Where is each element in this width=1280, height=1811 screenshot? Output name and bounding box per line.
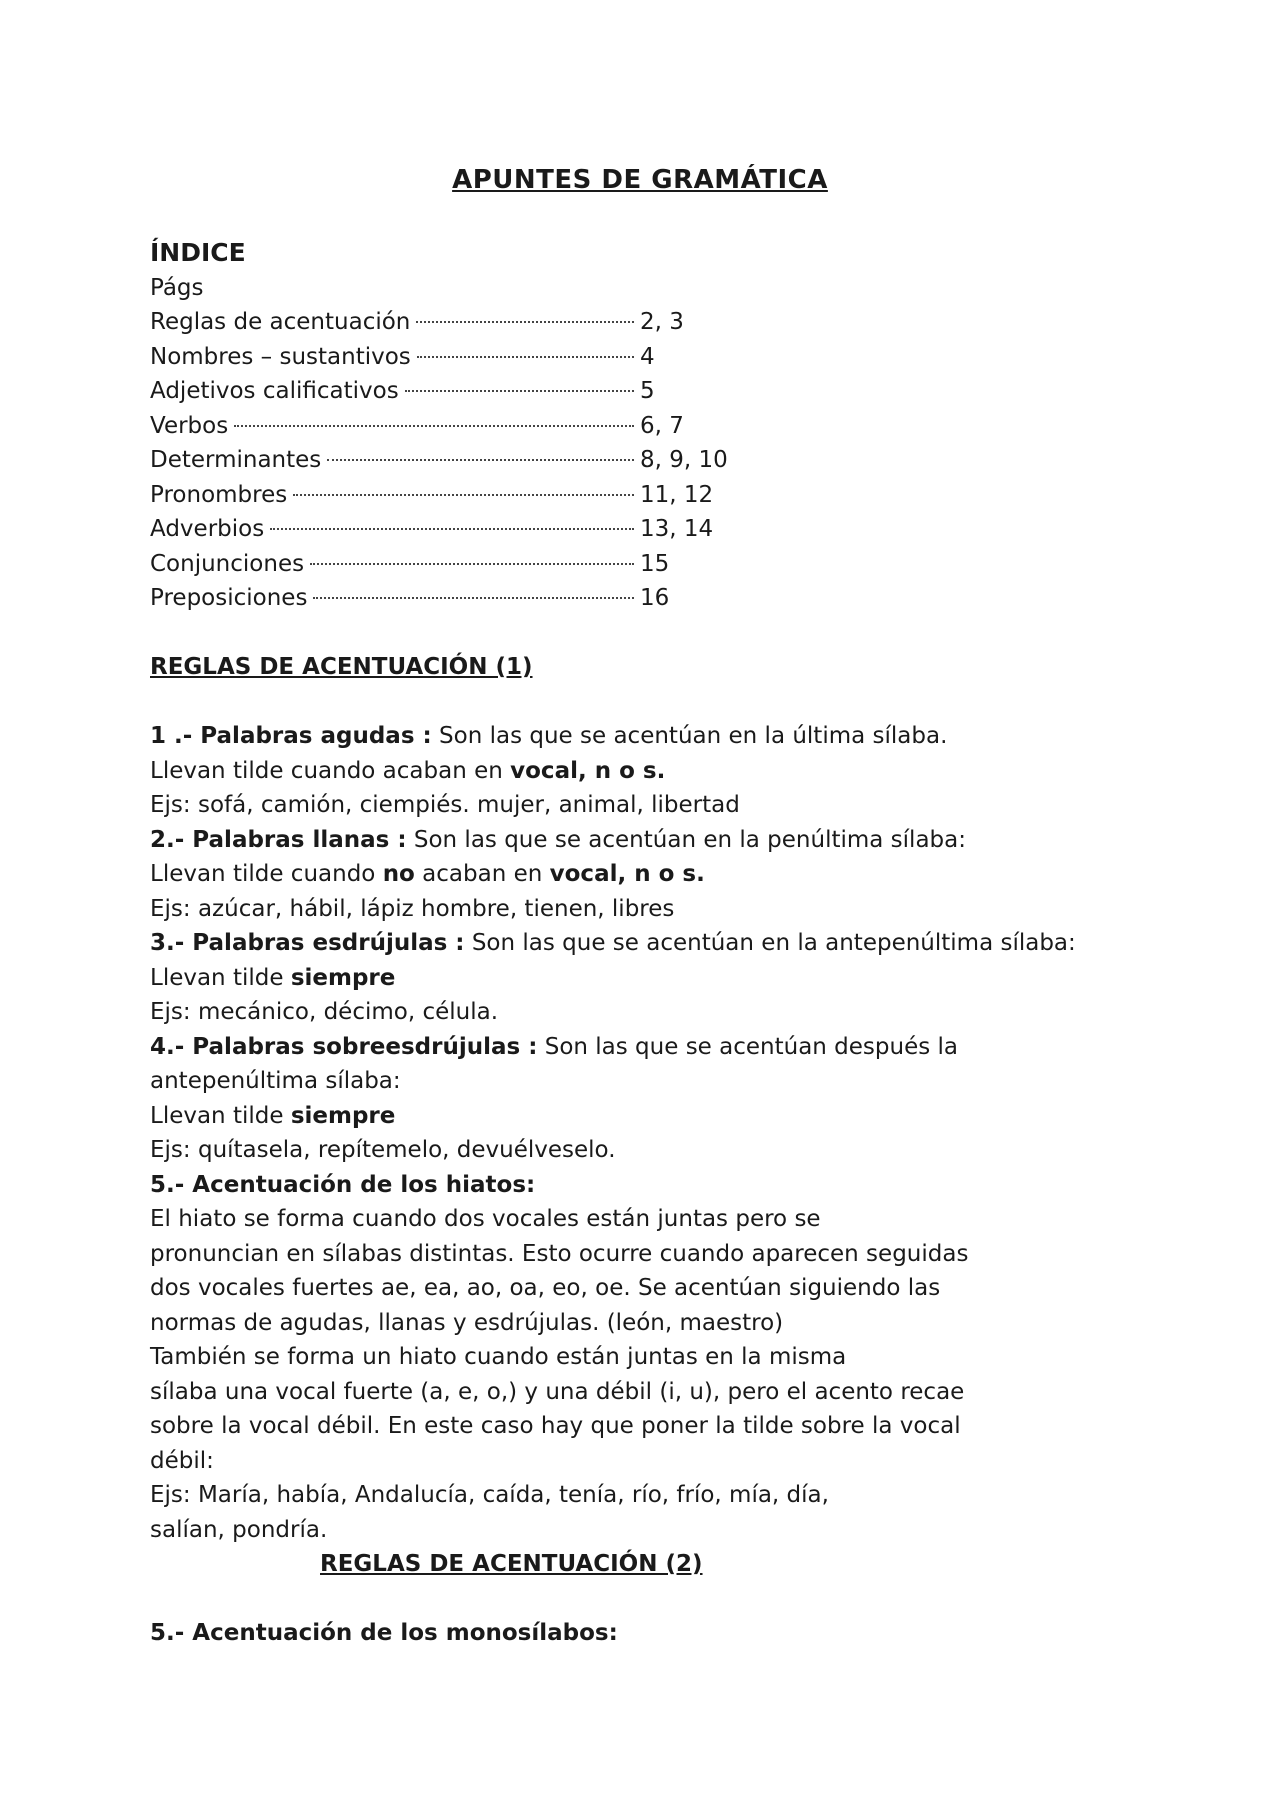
- rule-line: dos vocales fuertes ae, ea, ao, oa, eo, oe. Se acentúan siguiendo las: [150, 1275, 941, 1301]
- dot-leader: [234, 425, 634, 427]
- dot-leader: [416, 321, 634, 323]
- rule-line: pronuncian en sílabas distintas. Esto ocurre cuando aparecen seguidas: [150, 1240, 969, 1267]
- rule-definition: Son las que se acentúan en la antepenúltima sílaba:: [464, 930, 1076, 956]
- rule-definition: Son las que se acentúan en la penúltima sílaba:: [406, 826, 966, 853]
- rule-text: Llevan tilde: [150, 1102, 291, 1129]
- rule-definition: Son las que se acentúan en la última sílaba.: [431, 723, 948, 749]
- rule-emphasis: no: [382, 861, 415, 887]
- dot-leader: [310, 563, 634, 565]
- spacer: [150, 685, 1150, 720]
- index-entry: [150, 374, 730, 409]
- index-entry-pages: 13, 14: [640, 516, 714, 542]
- rule-title: 4.- Palabras sobreesdrújulas :: [150, 1033, 538, 1060]
- index-entry: [150, 340, 730, 375]
- rule-title: 5.- Acentuación de los monosílabos:: [150, 1620, 618, 1646]
- dot-leader: [293, 494, 634, 496]
- rule-examples: Ejs: mecánico, décimo, célula.: [150, 999, 499, 1025]
- rule-line: [150, 719, 1150, 754]
- index-entry-label: Determinantes: [150, 447, 322, 473]
- index-list: [150, 305, 1150, 616]
- index-entry-pages: 5: [640, 378, 655, 404]
- rule-text: Llevan tilde: [150, 964, 291, 991]
- rule-line: [150, 1030, 1150, 1065]
- rule-definition: Son las que se acentúan después la: [537, 1033, 959, 1060]
- index-entry-label: Nombres – sustantivos: [150, 343, 411, 370]
- rule-text: Llevan tilde cuando: [150, 861, 383, 887]
- index-entry: [150, 305, 730, 340]
- index-entry-pages: 11, 12: [640, 481, 714, 508]
- index-entry: [150, 478, 730, 513]
- rule-line: [150, 961, 1150, 996]
- section-heading: REGLAS DE ACENTUACIÓN (1): [150, 654, 533, 680]
- rule-line: También se forma un hiato cuando están juntas en la misma: [150, 1344, 847, 1370]
- index-entry-label: Adjetivos calificativos: [150, 378, 399, 404]
- rule-emphasis: vocal, n o s.: [510, 757, 666, 784]
- index-entry: [150, 512, 730, 547]
- index-entry-label: Pronombres: [150, 481, 288, 508]
- rule-line: [150, 1616, 1150, 1651]
- section-heading: REGLAS DE ACENTUACIÓN (2): [320, 1551, 703, 1577]
- dot-leader: [405, 390, 634, 392]
- rule-line: [150, 823, 1150, 858]
- rule-line: El hiato se forma cuando dos vocales están juntas pero se: [150, 1206, 821, 1232]
- index-entry-label: Adverbios: [150, 516, 265, 542]
- index-entry: [150, 581, 730, 616]
- rule-examples: Ejs: María, había, Andalucía, caída, tenía, río, frío, mía, día,: [150, 1482, 829, 1508]
- dot-leader: [417, 356, 634, 358]
- rule-examples: Ejs: sofá, camión, ciempiés. mujer, animal, libertad: [150, 792, 740, 818]
- index-entry-pages: 6, 7: [640, 412, 684, 439]
- dot-leader: [313, 597, 634, 599]
- rule-title: 5.- Acentuación de los hiatos:: [150, 1171, 536, 1198]
- page-title: APUNTES DE GRAMÁTICA: [452, 165, 828, 195]
- rule-line: [150, 857, 1150, 892]
- index-entry-pages: 15: [640, 550, 670, 577]
- rule-examples: salían, pondría.: [150, 1516, 328, 1543]
- index-entry-label: Verbos: [150, 412, 229, 439]
- rule-title: 1 .- Palabras agudas :: [150, 723, 432, 749]
- rule-line: [150, 1168, 1150, 1203]
- index-entry-pages: 2, 3: [640, 309, 684, 335]
- rule-text: Llevan tilde cuando acaban en: [150, 757, 511, 784]
- rule-line: [150, 1099, 1150, 1134]
- index-entry-pages: 4: [640, 343, 655, 370]
- rule-line: débil:: [150, 1447, 214, 1474]
- rule-line: antepenúltima sílaba:: [150, 1068, 401, 1094]
- index-entry: [150, 443, 730, 478]
- spacer: [150, 616, 1150, 651]
- rule-emphasis: siempre: [290, 1102, 396, 1129]
- rule-examples: Ejs: azúcar, hábil, lápiz hombre, tienen, libres: [150, 895, 675, 922]
- rule-line: [150, 926, 1150, 961]
- rule-text: acaban en: [414, 861, 550, 887]
- spacer: [150, 1582, 1150, 1617]
- rule-title: 3.- Palabras esdrújulas :: [150, 930, 465, 956]
- index-entry-label: Reglas de acentuación: [150, 309, 411, 335]
- rule-line: sílaba una vocal fuerte (a, e, o,) y una débil (i, u), pero el acento recae: [150, 1378, 965, 1405]
- document-body: [150, 236, 1150, 1651]
- dot-leader: [270, 528, 634, 530]
- index-pages-label: Págs: [150, 274, 204, 301]
- index-entry-label: Preposiciones: [150, 585, 308, 611]
- index-entry-pages: 8, 9, 10: [640, 447, 728, 473]
- index-heading: ÍNDICE: [150, 238, 246, 267]
- dot-leader: [327, 459, 634, 461]
- index-entry: [150, 547, 730, 582]
- index-entry-label: Conjunciones: [150, 550, 305, 577]
- rule-examples: Ejs: quítasela, repítemelo, devuélveselo.: [150, 1137, 616, 1163]
- rule-emphasis: siempre: [290, 964, 396, 991]
- rules-section: [150, 719, 1150, 1547]
- index-entry-pages: 16: [640, 585, 670, 611]
- index-entry: [150, 409, 730, 444]
- rule-title: 2.- Palabras llanas :: [150, 826, 407, 853]
- rule-line: normas de agudas, llanas y esdrújulas. (león, maestro): [150, 1309, 784, 1336]
- rule-line: sobre la vocal débil. En este caso hay que poner la tilde sobre la vocal: [150, 1413, 961, 1439]
- rule-emphasis: vocal, n o s.: [549, 861, 705, 887]
- rule-line: [150, 754, 1150, 789]
